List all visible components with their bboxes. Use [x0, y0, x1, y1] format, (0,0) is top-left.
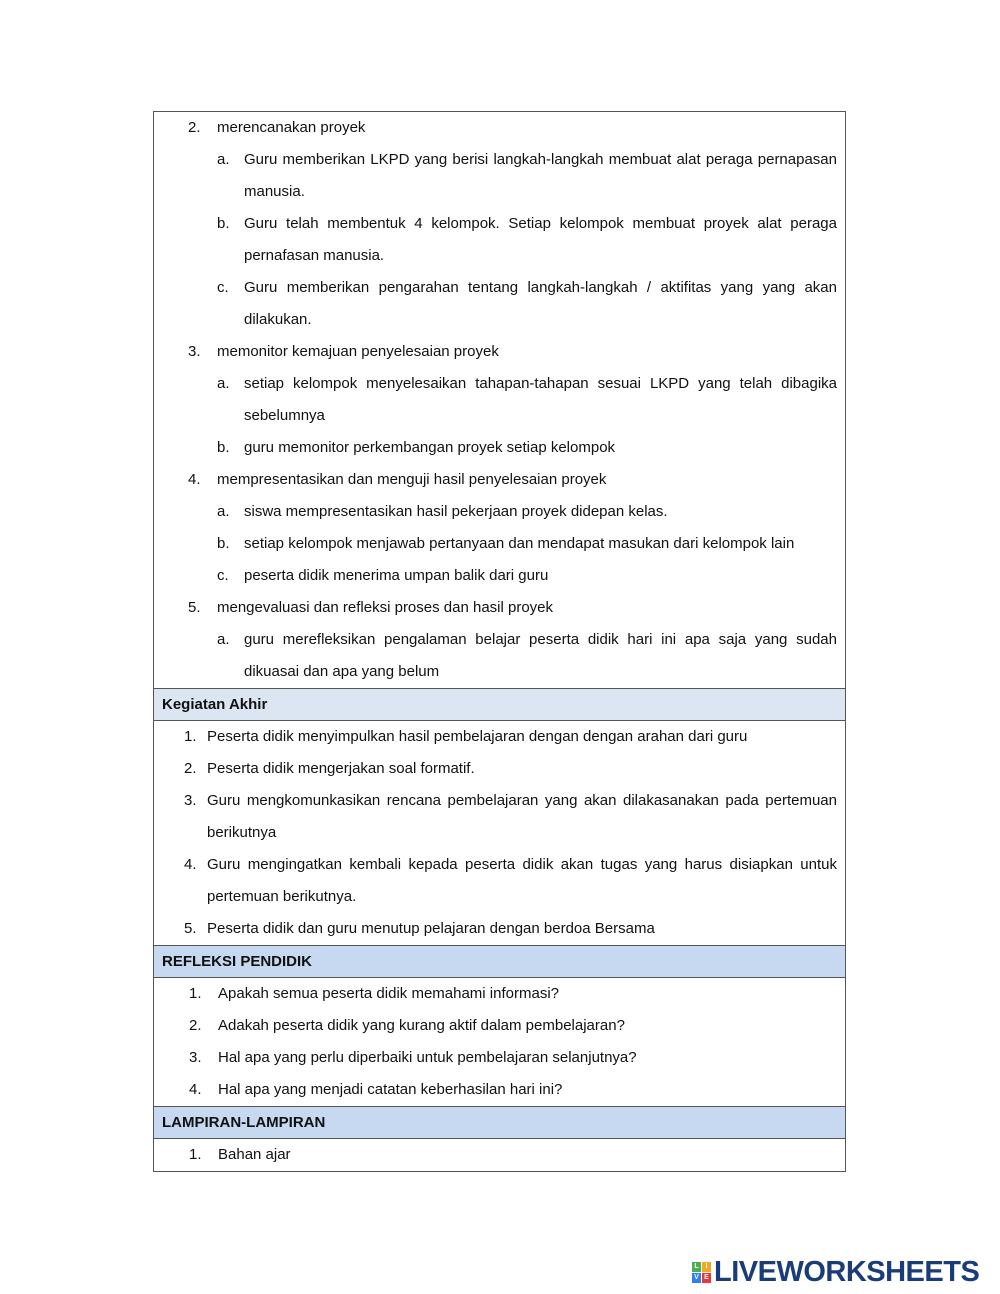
list-marker: 4.: [189, 1081, 202, 1098]
list-item: [154, 753, 837, 785]
list-item-text: Peserta didik dan guru menutup pelajaran dengan berdoa Bersama: [207, 920, 655, 937]
list-marker: 1.: [184, 728, 197, 745]
list-marker: c.: [217, 279, 229, 296]
list-item-text: Apakah semua peserta didik memahami informasi?: [218, 985, 559, 1002]
list-item: [154, 592, 837, 624]
list-item: [154, 336, 837, 368]
list-item-text: memonitor kemajuan penyelesaian proyek: [217, 343, 499, 360]
list-marker: a.: [217, 151, 230, 168]
logo-tile: I: [702, 1262, 711, 1272]
list-marker: 1.: [189, 1146, 202, 1163]
list-marker: 2.: [189, 1017, 202, 1034]
list-item-text: guru memonitor perkembangan proyek setiap kelompok: [244, 439, 616, 456]
list-marker: c.: [217, 567, 229, 584]
list-item: [154, 464, 837, 496]
list-item-text: Guru memberikan pengarahan tentang langkah-langkah / aktifitas yang yang akan dilakukan.: [244, 279, 837, 328]
list-marker: 2.: [188, 119, 201, 136]
list-item: [154, 785, 837, 849]
list-marker: 4.: [188, 471, 201, 488]
logo-tile: L: [692, 1262, 701, 1272]
section-body: [154, 1138, 845, 1171]
list-marker: 3.: [189, 1049, 202, 1066]
list-item: [154, 144, 837, 208]
list-marker: b.: [217, 439, 230, 456]
list-marker: a.: [217, 631, 230, 648]
list-marker: b.: [217, 215, 230, 232]
list-item-text: setiap kelompok menjawab pertanyaan dan mendapat masukan dari kelompok lain: [244, 535, 795, 552]
liveworksheets-logo: [692, 1256, 979, 1289]
list-item: [154, 112, 837, 144]
list-marker: b.: [217, 535, 230, 552]
list-item: [154, 849, 837, 913]
list-item-text: Guru mengingatkan kembali kepada peserta didik akan tugas yang harus disiapkan untuk pertemuan berikutnya.: [207, 856, 837, 905]
logo-tiles-icon: [692, 1262, 711, 1283]
section-header: Kegiatan Akhir: [154, 688, 845, 720]
section-body: [154, 977, 845, 1106]
list-item: [154, 560, 837, 592]
list-marker: 5.: [188, 599, 201, 616]
list-item: [154, 208, 837, 272]
list-marker: 3.: [188, 343, 201, 360]
list-marker: 2.: [184, 760, 197, 777]
list-marker: 5.: [184, 920, 197, 937]
list-item-text: Adakah peserta didik yang kurang aktif dalam pembelajaran?: [218, 1017, 625, 1034]
list-item: [154, 1042, 837, 1074]
list-item-text: Peserta didik menyimpulkan hasil pembelajaran dengan dengan arahan dari guru: [207, 728, 748, 745]
list-item: [154, 528, 837, 560]
list-item: [154, 1139, 837, 1171]
list-item-text: Bahan ajar: [218, 1146, 291, 1163]
list-item-text: Peserta didik mengerjakan soal formatif.: [207, 760, 475, 777]
list-marker: 1.: [189, 985, 202, 1002]
list-item: [154, 432, 837, 464]
logo-tile: V: [692, 1273, 701, 1283]
section-body: [154, 720, 845, 945]
list-marker: 4.: [184, 856, 197, 873]
list-item-text: mempresentasikan dan menguji hasil penyelesaian proyek: [217, 471, 607, 488]
list-marker: a.: [217, 503, 230, 520]
list-item: [154, 272, 837, 336]
list-item: [154, 496, 837, 528]
list-item-text: Hal apa yang perlu diperbaiki untuk pembelajaran selanjutnya?: [218, 1049, 637, 1066]
section-header: REFLEKSI PENDIDIK: [154, 945, 845, 977]
logo-text: LIVEWORKSHEETS: [714, 1256, 980, 1288]
list-marker: 3.: [184, 792, 197, 809]
list-item-text: Guru telah membentuk 4 kelompok. Setiap kelompok membuat proyek alat peraga pernafasan manusia.: [244, 215, 837, 264]
list-item-text: Hal apa yang menjadi catatan keberhasilan hari ini?: [218, 1081, 563, 1098]
list-item-text: Guru mengkomunkasikan rencana pembelajaran yang akan dilakasanakan pada pertemuan berikutnya: [207, 792, 837, 841]
logo-tile: E: [702, 1273, 711, 1283]
list-marker: a.: [217, 375, 230, 392]
section-body: [154, 112, 845, 688]
list-item: [154, 913, 837, 945]
list-item-text: setiap kelompok menyelesaikan tahapan-tahapan sesuai LKPD yang telah dibagika sebelumnya: [244, 375, 837, 424]
list-item-text: mengevaluasi dan refleksi proses dan hasil proyek: [217, 599, 554, 616]
list-item: [154, 721, 837, 753]
lesson-plan-table: [153, 111, 846, 1172]
list-item-text: merencanakan proyek: [217, 119, 366, 136]
section-header: LAMPIRAN-LAMPIRAN: [154, 1106, 845, 1138]
list-item: [154, 1010, 837, 1042]
list-item-text: peserta didik menerima umpan balik dari guru: [244, 567, 549, 584]
list-item: [154, 1074, 837, 1106]
list-item-text: Guru memberikan LKPD yang berisi langkah-langkah membuat alat peraga pernapasan manusia.: [244, 151, 837, 200]
list-item-text: guru merefleksikan pengalaman belajar peserta didik hari ini apa saja yang sudah dikuasai dan apa yang belum: [244, 631, 837, 680]
list-item-text: siswa mempresentasikan hasil pekerjaan proyek didepan kelas.: [244, 503, 668, 520]
list-item: [154, 368, 837, 432]
list-item: [154, 978, 837, 1010]
list-item: [154, 624, 837, 688]
